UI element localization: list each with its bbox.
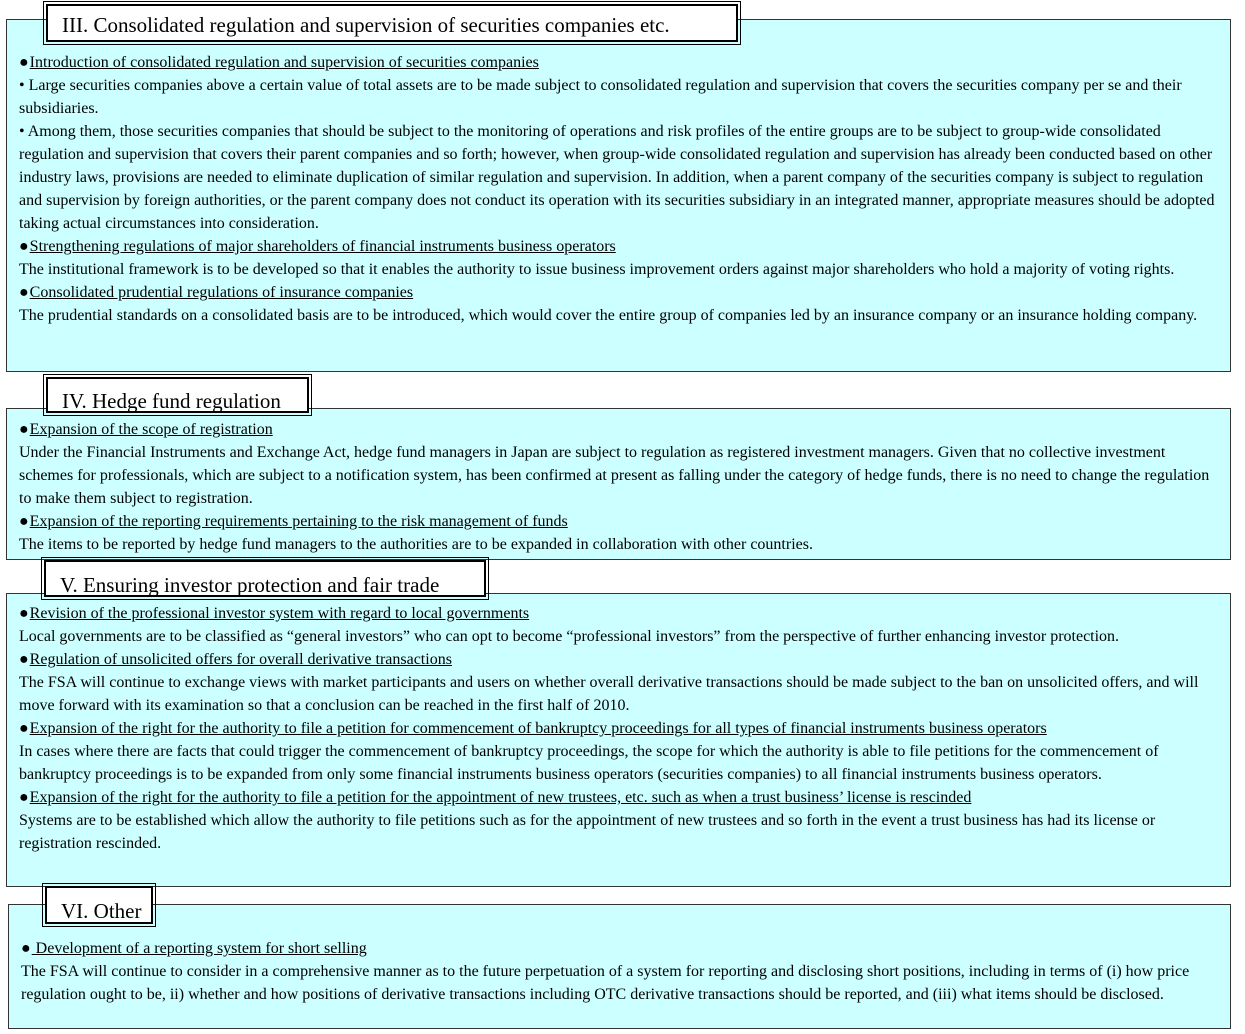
section-heading: VI. Other [45,886,153,924]
bullet-icon: ● [19,421,29,438]
section-consolidated-regulation [6,2,1231,372]
item-title: ●Expansion of the right for the authority to file a petition for the appointment of new trustees, etc. such as when a trust business’ license is rescinded [19,786,1218,809]
bullet-icon: ● [19,720,29,737]
item-title: ●Expansion of the right for the authority to file a petition for commencement of bankruptcy proceedings for all types of financial instruments business operators [19,717,1218,740]
section-heading: V. Ensuring investor protection and fair trade [44,560,486,597]
item-text: • Among them, those securities companies that should be subject to the monitoring of operations and risk profiles of the entire groups are to be subject to group-wide consolidated regulation and supervision that covers their parent companies and so forth; however, when group-wide consolidated regulation and supervision has already been conducted based on other industry laws, provisions are needed to eliminate duplication of similar regulation and supervision. In addition, when a parent company of the securities company is subject to regulation and supervision by foreign authorities, or the parent company does not conduct its operation with its securities subsidiary in an integrated manner, appropriate measures should be adopted taking actual circumstances into consideration. [19,123,1215,232]
item-title: ●Expansion of the reporting requirements pertaining to the risk management of funds [19,510,1218,533]
section-investor-protection [6,560,1231,887]
item-title: ●Expansion of the scope of registration [19,418,1218,441]
section-heading: III. Consolidated regulation and supervision of securities companies etc. [46,4,738,42]
bullet-icon: ● [19,789,29,806]
item-title: ●Consolidated prudential regulations of insurance companies [19,281,1218,304]
item-title: ●Strengthening regulations of major shareholders of financial instruments business operators [19,235,1218,258]
item-text: The institutional framework is to be developed so that it enables the authority to issue business improvement orders against major shareholders who hold a majority of voting rights. [19,261,1175,278]
bullet-icon: ● [19,284,29,301]
item-text: The FSA will continue to consider in a comprehensive manner as to the future perpetuation of a system for reporting and disclosing short positions, including in terms of (i) how price regulation ought to be, ii) whether and how positions of derivative transactions including OTC derivative transactions should be reported, and (iii) what items should be disclosed. [21,963,1190,1003]
bullet-icon: ● [19,513,29,530]
bullet-icon: ● [19,605,29,622]
item-text: • Large securities companies above a certain value of total assets are to be made subject to consolidated regulation and supervision that covers the securities company per se and their subsidiaries. [19,77,1182,117]
bullet-icon: ● [19,238,29,255]
section-heading: IV. Hedge fund regulation [46,377,309,413]
item-title: ● Development of a reporting system for short selling [21,937,1218,960]
item-title: ●Regulation of unsolicited offers for overall derivative transactions [19,648,1218,671]
item-text: Local governments are to be classified as “general investors” who can opt to become “professional investors” from the perspective of further enhancing investor protection. [19,628,1120,645]
section-body [6,593,1231,887]
item-text: The FSA will continue to exchange views with market participants and users on whether overall derivative transactions should be made subject to the ban on unsolicited offers, and will move forward with its examination so that a conclusion can be reached in the first half of 2010. [19,674,1199,714]
item-text: Under the Financial Instruments and Exchange Act, hedge fund managers in Japan are subject to regulation as registered investment managers. Given that no collective investment schemes for professionals, which are subject to a notification system, has been confirmed at present as falling under the category of hedge funds, there is no need to change the regulation to make them subject to registration. [19,444,1210,507]
section-hedge-fund [6,376,1231,560]
item-title: ●Introduction of consolidated regulation and supervision of securities companies [19,51,1218,74]
item-text: Systems are to be established which allow the authority to file petitions such as for the appointment of new trustees and so forth in the event a trust business has had its license or registration rescinded. [19,812,1156,852]
bullet-icon: ● [21,940,31,957]
section-body [6,408,1231,560]
section-body [6,19,1231,372]
bullet-icon: ● [19,651,29,668]
section-other [8,884,1231,1029]
item-text: The prudential standards on a consolidated basis are to be introduced, which would cover the entire group of companies led by an insurance company or an insurance holding company. [19,307,1198,324]
item-text: In cases where there are facts that could trigger the commencement of bankruptcy proceedings, the scope for which the authority is able to file petitions for the commencement of bankruptcy proceedings is to be expanded from only some financial instruments business operators (securities companies) to all financial instruments business operators. [19,743,1159,783]
item-title: ●Revision of the professional investor system with regard to local governments [19,602,1218,625]
bullet-icon: ● [19,54,29,71]
section-body [8,904,1231,1029]
item-text: The items to be reported by hedge fund managers to the authorities are to be expanded in collaboration with other countries. [19,536,813,553]
